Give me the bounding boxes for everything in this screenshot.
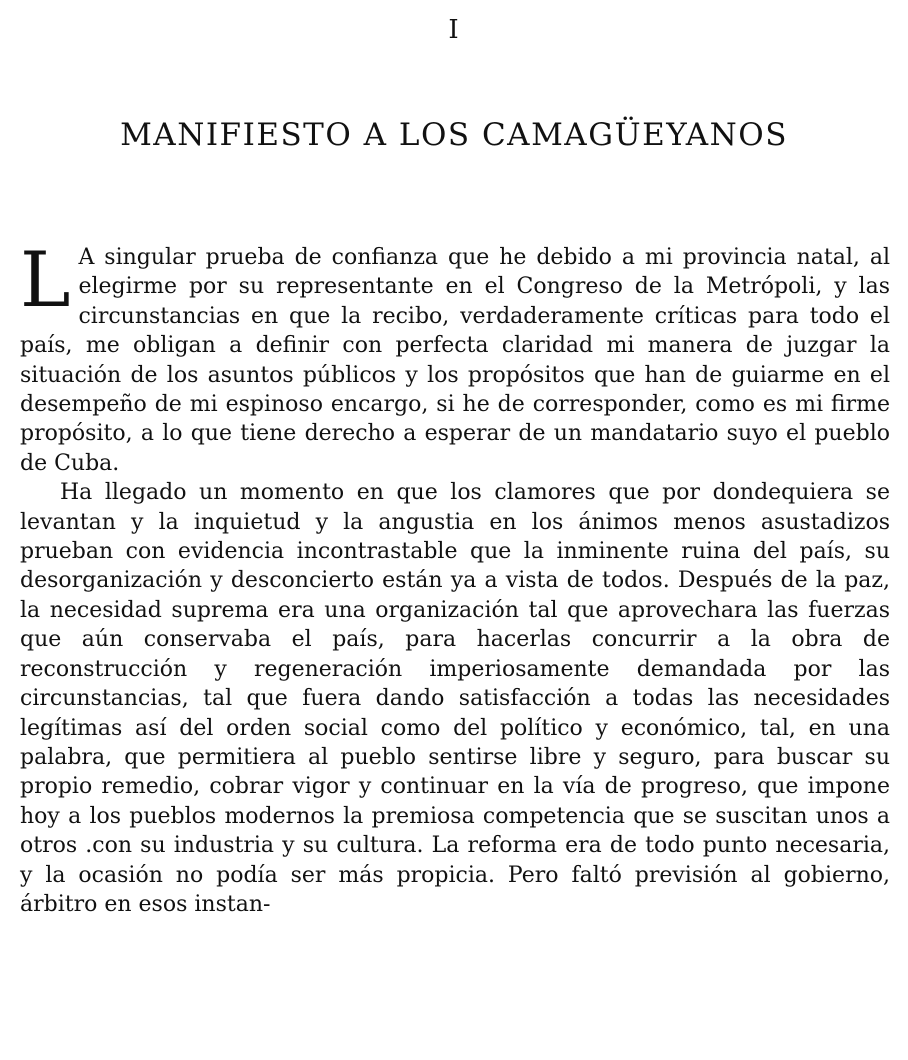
paragraph-1-text: A singular prueba de confianza que he debido a mi provincia natal, al elegirme por su representante en el Congreso de la Metrópoli, y las circunstancias en que la recibo, verdaderamente críticas para todo el país, me obligan a definir con perfecta claridad mi manera de juzgar la situación de los asuntos públicos y los propósitos que han de guiarme en el desempeño de mi espinoso encargo, si he de corresponder, como es mi firme propósito, a lo que tiene derecho a esperar de un mandatario suyo el pueblo de Cuba. <box>20 245 890 476</box>
paragraph-2: Ha llegado un momento en que los clamores que por dondequiera se levantan y la inquietud y la angustia en los ánimos menos asustadizos prueban con evidencia incontrastable que la inminente ruina del país, su desorganización y desconcierto están ya a vista de todos. Después de la paz, la necesidad suprema era una organización tal que aprovechara las fuerzas que aún conservaba el país, para hacerlas concurrir a la obra de reconstrucción y regeneración imperiosamente demandada por las circunstancias, tal que fuera dando satisfacción a todas las necesidades legítimas así del orden social como del político y económico, tal, en una palabra, que permitiera al pueblo sentirse libre y seguro, para buscar su propio remedio, cobrar vigor y continuar en la vía de progreso, que impone hoy a los pueblos modernos la premiosa competencia que se suscitan unos a otros .con su industria y su cultura. La reforma era de todo punto necesaria, y la ocasión no podía ser más propicia. Pero faltó previsión al gobierno, árbitro en esos instan- <box>20 480 890 917</box>
chapter-title: MANIFIESTO A LOS CAMAGÜEYANOS <box>120 117 788 153</box>
paragraph-1 <box>20 235 890 478</box>
chapter-number: I <box>448 15 460 45</box>
drop-cap: L <box>20 235 71 324</box>
chapter-body <box>20 235 890 919</box>
